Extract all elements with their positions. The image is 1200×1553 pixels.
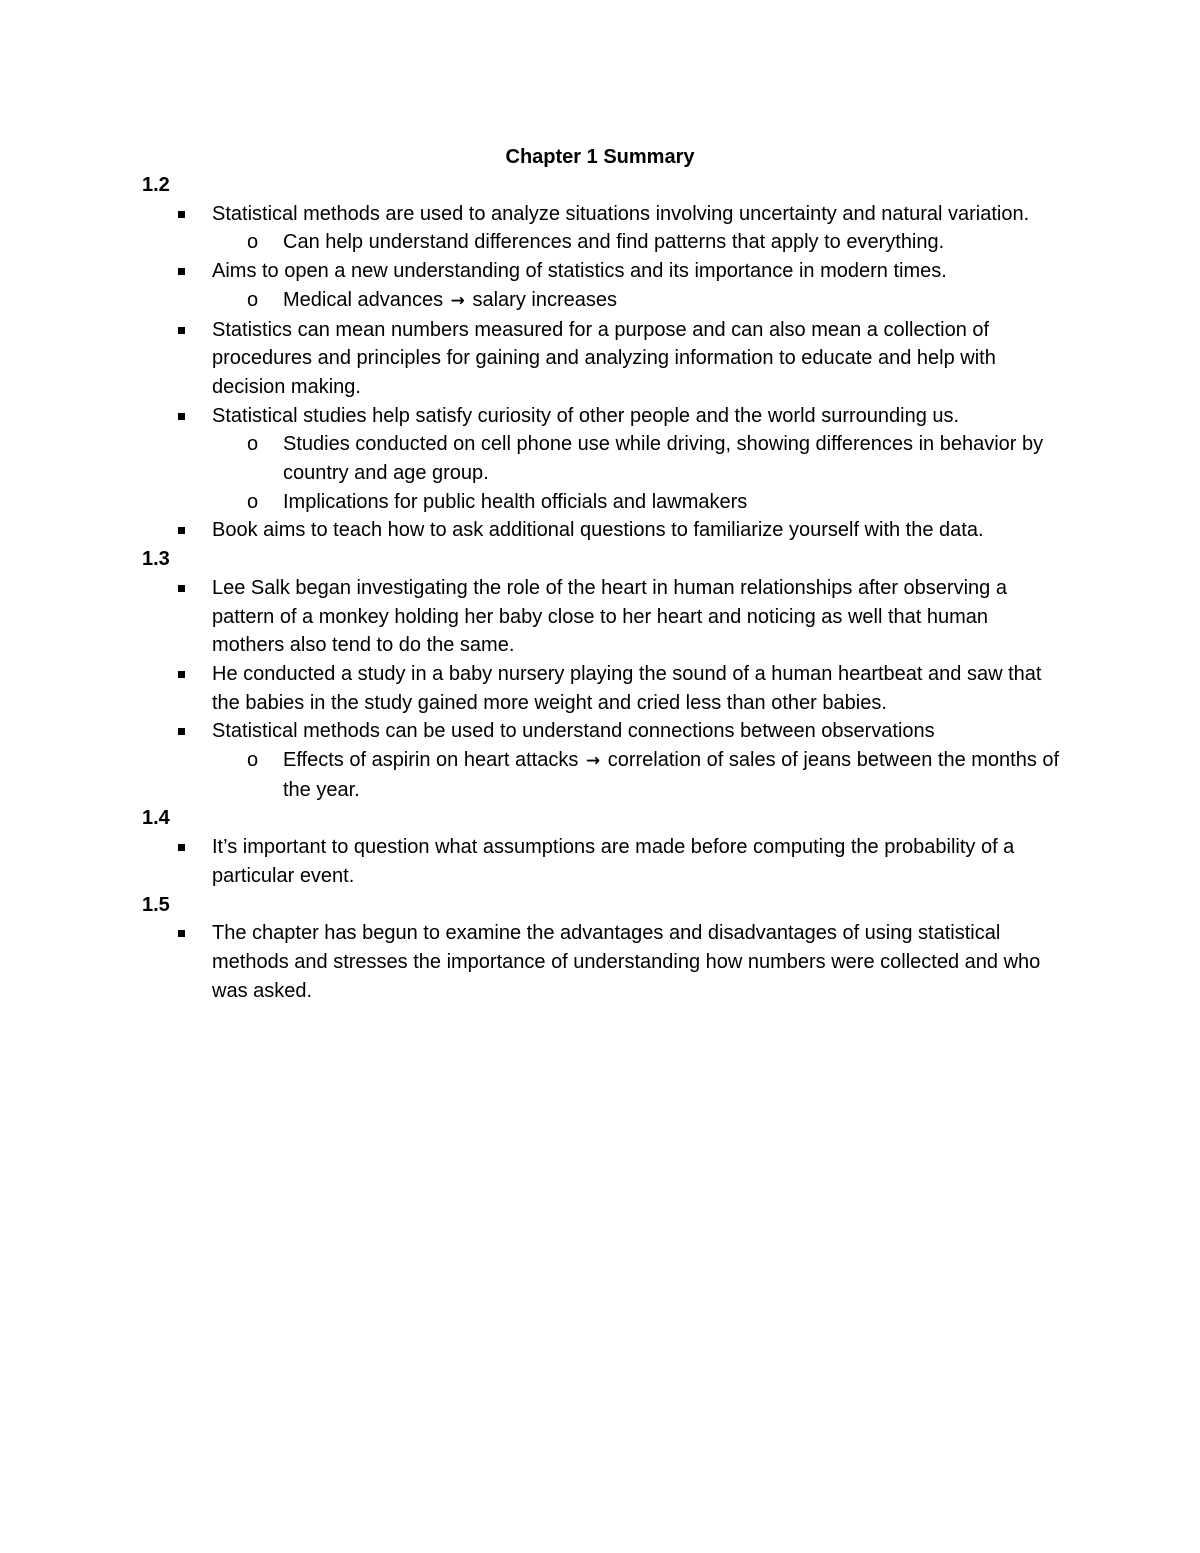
bullet-item — [142, 257, 1062, 315]
bullet-list — [142, 919, 1072, 1005]
sub-bullet-list — [142, 286, 1062, 316]
sub-bullet-item — [142, 488, 1063, 517]
bullet-text: Book aims to teach how to ask additional questions to familiarize yourself with the data. — [212, 519, 984, 542]
sub-bullet-item — [142, 286, 1063, 316]
bullet-item — [142, 402, 1062, 517]
bullet-item — [142, 660, 1062, 717]
document-title: Chapter 1 Summary — [505, 146, 695, 168]
square-bullet-icon — [178, 844, 185, 851]
sub-bullet-text: Effects of aspirin on heart attacks — [283, 749, 579, 772]
bullet-item — [142, 919, 1062, 1005]
square-bullet-icon — [178, 327, 185, 334]
sub-bullet-text: Can help understand differences and find patterns that apply to everything. — [283, 231, 945, 254]
section-1-4 — [142, 804, 1072, 890]
bullet-text: It’s important to question what assumptions are made before computing the probability of a particular event. — [212, 836, 1015, 887]
bullet-list — [142, 833, 1072, 890]
right-arrow-icon: → — [585, 751, 601, 772]
bullet-list — [142, 574, 1072, 805]
sub-bullet-list — [142, 228, 1062, 257]
section-label: 1.4 — [142, 807, 170, 830]
circle-bullet-icon: o — [247, 749, 259, 772]
section-1-2 — [142, 171, 1072, 545]
circle-bullet-icon: o — [247, 433, 259, 456]
bullet-text: Statistical studies help satisfy curiosity of other people and the world surrounding us. — [212, 404, 960, 427]
circle-bullet-icon: o — [247, 231, 259, 254]
bullet-text: Statistics can mean numbers measured for a purpose and can also mean a collection of procedures and principles for gaining and analyzing information to educate and help with decision making. — [212, 318, 996, 398]
sub-bullet-text: Studies conducted on cell phone use while driving, showing differences in behavior by country and age group. — [283, 433, 1044, 485]
circle-bullet-icon: o — [247, 288, 259, 311]
sub-bullet-text: Implications for public health officials and lawmakers — [283, 490, 748, 513]
sub-bullet-list — [142, 430, 1062, 516]
section-1-5 — [142, 891, 1072, 1006]
square-bullet-icon — [178, 728, 185, 735]
bullet-item — [142, 516, 1062, 545]
bullet-text: Lee Salk began investigating the role of the heart in human relationships after observing a pattern of a monkey holding her baby close to her heart and noticing as well that human mothers also tend to do the same. — [212, 576, 1007, 657]
sub-bullet-text: salary increases — [472, 288, 617, 311]
sub-bullet-text: Medical advances — [283, 288, 444, 311]
sub-bullet-item — [142, 746, 1063, 804]
sub-bullet-list — [142, 746, 1062, 804]
square-bullet-icon — [178, 671, 185, 678]
bullet-text: Statistical methods can be used to understand connections between observations — [212, 720, 935, 743]
right-arrow-icon: → — [450, 290, 465, 311]
bullet-item — [142, 574, 1062, 660]
bullet-item — [142, 717, 1062, 804]
sub-bullet-item — [142, 430, 1063, 487]
square-bullet-icon — [178, 211, 185, 218]
square-bullet-icon — [178, 527, 185, 534]
section-1-3 — [142, 545, 1072, 804]
sub-bullet-item — [142, 228, 1063, 257]
bullet-item — [142, 833, 1062, 890]
bullet-text: Statistical methods are used to analyze situations involving uncertainty and natural variation. — [212, 202, 1030, 225]
square-bullet-icon — [178, 413, 185, 420]
square-bullet-icon — [178, 585, 185, 592]
document-body — [142, 171, 1072, 1005]
section-label: 1.2 — [142, 174, 170, 196]
bullet-list — [142, 200, 1072, 545]
square-bullet-icon — [178, 930, 185, 937]
bullet-text: He conducted a study in a baby nursery playing the sound of a human heartbeat and saw that the babies in the study gained more weight and cried less than other babies. — [212, 662, 1042, 714]
section-label: 1.5 — [142, 893, 170, 916]
section-label: 1.3 — [142, 548, 170, 571]
bullet-text: The chapter has begun to examine the advantages and disadvantages of using statistical methods and stresses the importance of understanding how numbers were collected and who was asked. — [212, 922, 1041, 1002]
bullet-text: Aims to open a new understanding of statistics and its importance in modern times. — [212, 260, 947, 283]
square-bullet-icon — [178, 268, 185, 275]
bullet-item — [142, 200, 1062, 257]
bullet-item — [142, 316, 1062, 402]
circle-bullet-icon: o — [247, 490, 259, 513]
sub-bullet-text: correlation of sales of jeans between the months of the year. — [283, 749, 1060, 801]
